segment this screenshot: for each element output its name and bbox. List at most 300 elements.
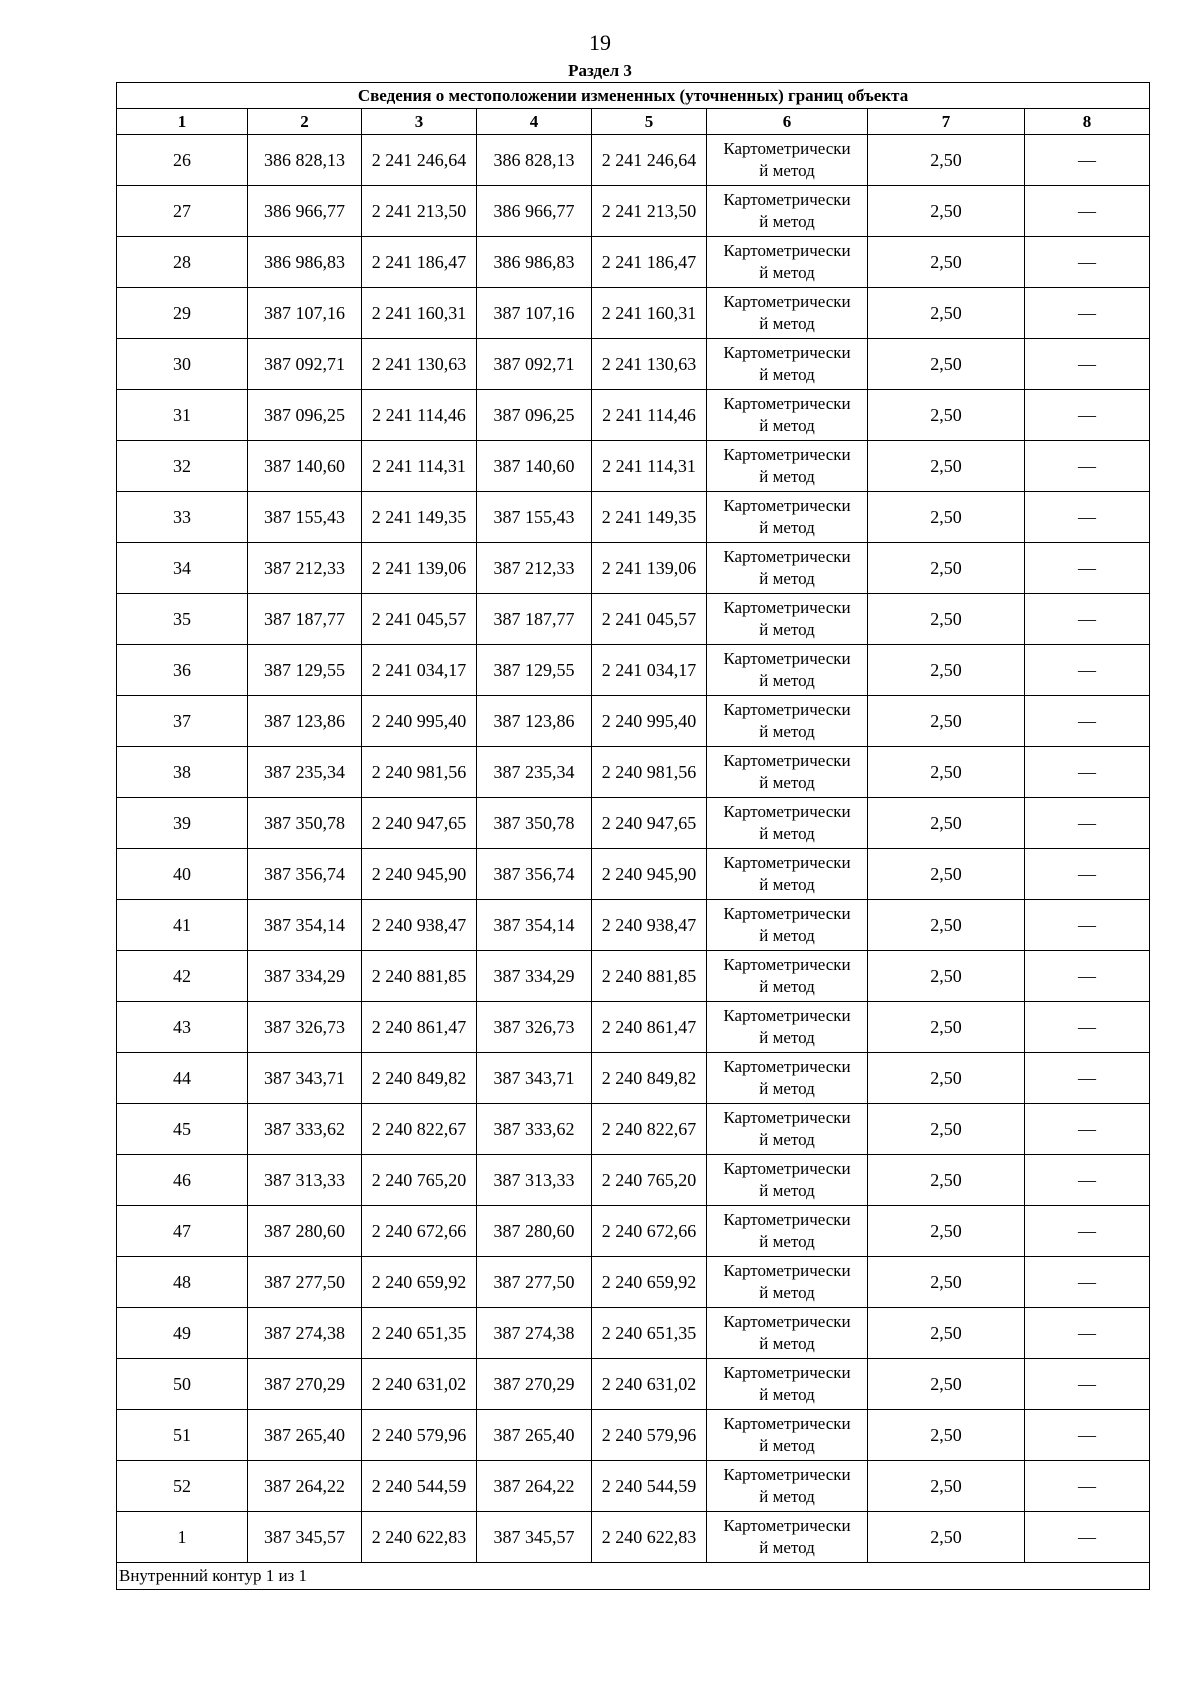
method-cell bbox=[707, 1410, 868, 1461]
accuracy: 2,50 bbox=[868, 237, 1025, 288]
method-cell bbox=[707, 1104, 868, 1155]
description: — bbox=[1025, 1104, 1150, 1155]
y-coordinate: 2 241 114,46 bbox=[362, 390, 477, 441]
description: — bbox=[1025, 1155, 1150, 1206]
method-text-line1: Картометрически bbox=[723, 1465, 851, 1484]
y-coordinate: 2 240 947,65 bbox=[362, 798, 477, 849]
y-coordinate-new: 2 240 651,35 bbox=[592, 1308, 707, 1359]
x-coordinate: 387 129,55 bbox=[248, 645, 362, 696]
y-coordinate: 2 240 659,92 bbox=[362, 1257, 477, 1308]
method-text-line2: й метод bbox=[759, 1028, 815, 1047]
description: — bbox=[1025, 900, 1150, 951]
description: — bbox=[1025, 1461, 1150, 1512]
method-text-line2: й метод bbox=[759, 518, 815, 537]
method-text-line2: й метод bbox=[759, 1232, 815, 1251]
description: — bbox=[1025, 135, 1150, 186]
table-row bbox=[117, 1104, 1150, 1155]
y-coordinate: 2 240 579,96 bbox=[362, 1410, 477, 1461]
method-text-line1: Картометрически bbox=[723, 955, 851, 974]
description: — bbox=[1025, 1359, 1150, 1410]
x-coordinate: 387 264,22 bbox=[248, 1461, 362, 1512]
x-coordinate: 387 212,33 bbox=[248, 543, 362, 594]
y-coordinate-new: 2 240 938,47 bbox=[592, 900, 707, 951]
y-coordinate: 2 240 881,85 bbox=[362, 951, 477, 1002]
accuracy: 2,50 bbox=[868, 288, 1025, 339]
y-coordinate-new: 2 240 947,65 bbox=[592, 798, 707, 849]
point-number: 35 bbox=[117, 594, 248, 645]
accuracy: 2,50 bbox=[868, 900, 1025, 951]
accuracy: 2,50 bbox=[868, 594, 1025, 645]
x-coordinate-new: 387 350,78 bbox=[477, 798, 592, 849]
x-coordinate-new: 387 270,29 bbox=[477, 1359, 592, 1410]
y-coordinate: 2 241 160,31 bbox=[362, 288, 477, 339]
x-coordinate: 387 140,60 bbox=[248, 441, 362, 492]
y-coordinate-new: 2 240 672,66 bbox=[592, 1206, 707, 1257]
accuracy: 2,50 bbox=[868, 696, 1025, 747]
description: — bbox=[1025, 339, 1150, 390]
y-coordinate-new: 2 241 160,31 bbox=[592, 288, 707, 339]
y-coordinate: 2 241 246,64 bbox=[362, 135, 477, 186]
method-text-line1: Картометрически bbox=[723, 700, 851, 719]
column-number: 5 bbox=[592, 109, 707, 135]
x-coordinate-new: 387 354,14 bbox=[477, 900, 592, 951]
method-cell bbox=[707, 696, 868, 747]
y-coordinate-new: 2 241 045,57 bbox=[592, 594, 707, 645]
point-number: 44 bbox=[117, 1053, 248, 1104]
table-row bbox=[117, 186, 1150, 237]
point-number: 46 bbox=[117, 1155, 248, 1206]
y-coordinate-new: 2 240 579,96 bbox=[592, 1410, 707, 1461]
description: — bbox=[1025, 1308, 1150, 1359]
method-cell bbox=[707, 135, 868, 186]
y-coordinate-new: 2 241 130,63 bbox=[592, 339, 707, 390]
description: — bbox=[1025, 594, 1150, 645]
description: — bbox=[1025, 186, 1150, 237]
point-number: 30 bbox=[117, 339, 248, 390]
x-coordinate: 387 354,14 bbox=[248, 900, 362, 951]
point-number: 41 bbox=[117, 900, 248, 951]
description: — bbox=[1025, 1410, 1150, 1461]
accuracy: 2,50 bbox=[868, 798, 1025, 849]
x-coordinate: 387 333,62 bbox=[248, 1104, 362, 1155]
description: — bbox=[1025, 543, 1150, 594]
y-coordinate-new: 2 240 659,92 bbox=[592, 1257, 707, 1308]
method-text-line1: Картометрически bbox=[723, 1312, 851, 1331]
x-coordinate-new: 387 343,71 bbox=[477, 1053, 592, 1104]
y-coordinate: 2 241 186,47 bbox=[362, 237, 477, 288]
method-text-line1: Картометрически bbox=[723, 1516, 851, 1535]
table-row bbox=[117, 696, 1150, 747]
accuracy: 2,50 bbox=[868, 186, 1025, 237]
accuracy: 2,50 bbox=[868, 135, 1025, 186]
table-row bbox=[117, 1206, 1150, 1257]
y-coordinate-new: 2 241 186,47 bbox=[592, 237, 707, 288]
x-coordinate-new: 387 333,62 bbox=[477, 1104, 592, 1155]
method-text-line2: й метод bbox=[759, 977, 815, 996]
point-number: 47 bbox=[117, 1206, 248, 1257]
y-coordinate: 2 240 849,82 bbox=[362, 1053, 477, 1104]
y-coordinate-new: 2 240 622,83 bbox=[592, 1512, 707, 1563]
method-text-line1: Картометрически bbox=[723, 1159, 851, 1178]
method-text-line2: й метод bbox=[759, 824, 815, 843]
method-text-line1: Картометрически bbox=[723, 1057, 851, 1076]
method-cell bbox=[707, 1206, 868, 1257]
y-coordinate: 2 241 139,06 bbox=[362, 543, 477, 594]
x-coordinate-new: 386 986,83 bbox=[477, 237, 592, 288]
method-text-line1: Картометрически bbox=[723, 292, 851, 311]
y-coordinate-new: 2 240 981,56 bbox=[592, 747, 707, 798]
y-coordinate: 2 240 938,47 bbox=[362, 900, 477, 951]
method-cell bbox=[707, 441, 868, 492]
method-text-line2: й метод bbox=[759, 620, 815, 639]
method-text-line2: й метод bbox=[759, 722, 815, 741]
method-text-line1: Картометрически bbox=[723, 241, 851, 260]
x-coordinate-new: 387 096,25 bbox=[477, 390, 592, 441]
accuracy: 2,50 bbox=[868, 849, 1025, 900]
x-coordinate-new: 387 155,43 bbox=[477, 492, 592, 543]
method-text-line1: Картометрически bbox=[723, 649, 851, 668]
column-number: 7 bbox=[868, 109, 1025, 135]
point-number: 34 bbox=[117, 543, 248, 594]
method-cell bbox=[707, 849, 868, 900]
description: — bbox=[1025, 1512, 1150, 1563]
method-text-line1: Картометрически bbox=[723, 1108, 851, 1127]
table-row bbox=[117, 1257, 1150, 1308]
column-number: 6 bbox=[707, 109, 868, 135]
y-coordinate-new: 2 241 246,64 bbox=[592, 135, 707, 186]
x-coordinate: 387 345,57 bbox=[248, 1512, 362, 1563]
point-number: 31 bbox=[117, 390, 248, 441]
point-number: 43 bbox=[117, 1002, 248, 1053]
y-coordinate-new: 2 240 861,47 bbox=[592, 1002, 707, 1053]
column-number: 3 bbox=[362, 109, 477, 135]
accuracy: 2,50 bbox=[868, 1410, 1025, 1461]
accuracy: 2,50 bbox=[868, 390, 1025, 441]
method-cell bbox=[707, 900, 868, 951]
x-coordinate-new: 387 326,73 bbox=[477, 1002, 592, 1053]
x-coordinate-new: 387 280,60 bbox=[477, 1206, 592, 1257]
table-row bbox=[117, 1308, 1150, 1359]
method-text-line2: й метод bbox=[759, 416, 815, 435]
method-text-line1: Картометрически bbox=[723, 445, 851, 464]
y-coordinate: 2 241 149,35 bbox=[362, 492, 477, 543]
description: — bbox=[1025, 390, 1150, 441]
table-row bbox=[117, 594, 1150, 645]
table-row bbox=[117, 1461, 1150, 1512]
y-coordinate: 2 240 544,59 bbox=[362, 1461, 477, 1512]
method-text-line2: й метод bbox=[759, 1079, 815, 1098]
method-cell bbox=[707, 543, 868, 594]
x-coordinate: 387 280,60 bbox=[248, 1206, 362, 1257]
description: — bbox=[1025, 288, 1150, 339]
method-text-line2: й метод bbox=[759, 212, 815, 231]
point-number: 40 bbox=[117, 849, 248, 900]
table-row bbox=[117, 900, 1150, 951]
accuracy: 2,50 bbox=[868, 1155, 1025, 1206]
point-number: 26 bbox=[117, 135, 248, 186]
x-coordinate: 387 235,34 bbox=[248, 747, 362, 798]
point-number: 1 bbox=[117, 1512, 248, 1563]
point-number: 50 bbox=[117, 1359, 248, 1410]
method-text-line1: Картометрически bbox=[723, 343, 851, 362]
method-text-line1: Картометрически bbox=[723, 802, 851, 821]
method-cell bbox=[707, 1053, 868, 1104]
x-coordinate-new: 386 828,13 bbox=[477, 135, 592, 186]
description: — bbox=[1025, 798, 1150, 849]
description: — bbox=[1025, 1053, 1150, 1104]
point-number: 49 bbox=[117, 1308, 248, 1359]
y-coordinate: 2 241 034,17 bbox=[362, 645, 477, 696]
description: — bbox=[1025, 645, 1150, 696]
x-coordinate-new: 387 356,74 bbox=[477, 849, 592, 900]
table-row bbox=[117, 135, 1150, 186]
x-coordinate-new: 386 966,77 bbox=[477, 186, 592, 237]
x-coordinate: 387 277,50 bbox=[248, 1257, 362, 1308]
table-row bbox=[117, 951, 1150, 1002]
accuracy: 2,50 bbox=[868, 1512, 1025, 1563]
column-number-row bbox=[117, 109, 1150, 135]
x-coordinate: 387 155,43 bbox=[248, 492, 362, 543]
point-number: 51 bbox=[117, 1410, 248, 1461]
method-text-line1: Картометрически bbox=[723, 1006, 851, 1025]
method-cell bbox=[707, 288, 868, 339]
method-text-line2: й метод bbox=[759, 314, 815, 333]
x-coordinate-new: 387 140,60 bbox=[477, 441, 592, 492]
x-coordinate: 387 343,71 bbox=[248, 1053, 362, 1104]
point-number: 52 bbox=[117, 1461, 248, 1512]
description: — bbox=[1025, 1257, 1150, 1308]
accuracy: 2,50 bbox=[868, 747, 1025, 798]
x-coordinate: 387 350,78 bbox=[248, 798, 362, 849]
y-coordinate-new: 2 240 631,02 bbox=[592, 1359, 707, 1410]
y-coordinate-new: 2 240 945,90 bbox=[592, 849, 707, 900]
method-cell bbox=[707, 1308, 868, 1359]
method-text-line2: й метод bbox=[759, 1538, 815, 1557]
y-coordinate: 2 240 945,90 bbox=[362, 849, 477, 900]
method-text-line1: Картометрически bbox=[723, 904, 851, 923]
description: — bbox=[1025, 951, 1150, 1002]
y-coordinate-new: 2 240 849,82 bbox=[592, 1053, 707, 1104]
method-text-line2: й метод bbox=[759, 161, 815, 180]
y-coordinate-new: 2 240 822,67 bbox=[592, 1104, 707, 1155]
description: — bbox=[1025, 237, 1150, 288]
method-cell bbox=[707, 237, 868, 288]
y-coordinate: 2 241 213,50 bbox=[362, 186, 477, 237]
x-coordinate: 386 828,13 bbox=[248, 135, 362, 186]
method-text-line2: й метод bbox=[759, 365, 815, 384]
y-coordinate: 2 240 622,83 bbox=[362, 1512, 477, 1563]
y-coordinate-new: 2 241 114,46 bbox=[592, 390, 707, 441]
method-text-line1: Картометрически bbox=[723, 598, 851, 617]
x-coordinate: 387 270,29 bbox=[248, 1359, 362, 1410]
method-text-line1: Картометрически bbox=[723, 547, 851, 566]
method-cell bbox=[707, 339, 868, 390]
x-coordinate: 387 334,29 bbox=[248, 951, 362, 1002]
page-number: 19 bbox=[589, 30, 611, 55]
y-coordinate-new: 2 241 139,06 bbox=[592, 543, 707, 594]
table-row bbox=[117, 849, 1150, 900]
table-row bbox=[117, 237, 1150, 288]
x-coordinate: 387 096,25 bbox=[248, 390, 362, 441]
method-text-line1: Картометрически bbox=[723, 853, 851, 872]
method-cell bbox=[707, 798, 868, 849]
method-cell bbox=[707, 594, 868, 645]
x-coordinate: 387 187,77 bbox=[248, 594, 362, 645]
accuracy: 2,50 bbox=[868, 1104, 1025, 1155]
point-number: 29 bbox=[117, 288, 248, 339]
method-cell bbox=[707, 1257, 868, 1308]
method-cell bbox=[707, 1512, 868, 1563]
method-cell bbox=[707, 1155, 868, 1206]
method-cell bbox=[707, 186, 868, 237]
x-coordinate-new: 387 107,16 bbox=[477, 288, 592, 339]
table-row bbox=[117, 1359, 1150, 1410]
column-number: 4 bbox=[477, 109, 592, 135]
description: — bbox=[1025, 696, 1150, 747]
description: — bbox=[1025, 492, 1150, 543]
x-coordinate-new: 387 334,29 bbox=[477, 951, 592, 1002]
description: — bbox=[1025, 849, 1150, 900]
method-text-line2: й метод bbox=[759, 1181, 815, 1200]
method-cell bbox=[707, 492, 868, 543]
table-row bbox=[117, 1155, 1150, 1206]
point-number: 28 bbox=[117, 237, 248, 288]
table-row bbox=[117, 288, 1150, 339]
x-coordinate: 386 966,77 bbox=[248, 186, 362, 237]
table-row bbox=[117, 747, 1150, 798]
method-text-line1: Картометрически bbox=[723, 1210, 851, 1229]
table-row bbox=[117, 798, 1150, 849]
y-coordinate: 2 240 981,56 bbox=[362, 747, 477, 798]
method-text-line1: Картометрически bbox=[723, 190, 851, 209]
method-text-line1: Картометрически bbox=[723, 496, 851, 515]
method-text-line2: й метод bbox=[759, 569, 815, 588]
accuracy: 2,50 bbox=[868, 339, 1025, 390]
table-caption: Сведения о местоположении измененных (уточненных) границ объекта bbox=[117, 83, 1150, 109]
point-number: 38 bbox=[117, 747, 248, 798]
accuracy: 2,50 bbox=[868, 951, 1025, 1002]
y-coordinate: 2 240 672,66 bbox=[362, 1206, 477, 1257]
table-row bbox=[117, 1053, 1150, 1104]
method-text-line2: й метод bbox=[759, 1487, 815, 1506]
y-coordinate: 2 241 130,63 bbox=[362, 339, 477, 390]
y-coordinate: 2 240 631,02 bbox=[362, 1359, 477, 1410]
x-coordinate-new: 387 187,77 bbox=[477, 594, 592, 645]
method-text-line1: Картометрически bbox=[723, 139, 851, 158]
y-coordinate-new: 2 241 034,17 bbox=[592, 645, 707, 696]
x-coordinate: 387 107,16 bbox=[248, 288, 362, 339]
description: — bbox=[1025, 1206, 1150, 1257]
accuracy: 2,50 bbox=[868, 645, 1025, 696]
point-number: 39 bbox=[117, 798, 248, 849]
accuracy: 2,50 bbox=[868, 1206, 1025, 1257]
table-row bbox=[117, 492, 1150, 543]
description: — bbox=[1025, 441, 1150, 492]
method-cell bbox=[707, 645, 868, 696]
y-coordinate-new: 2 240 544,59 bbox=[592, 1461, 707, 1512]
table-row bbox=[117, 441, 1150, 492]
table-row bbox=[117, 1410, 1150, 1461]
x-coordinate: 387 092,71 bbox=[248, 339, 362, 390]
x-coordinate: 387 265,40 bbox=[248, 1410, 362, 1461]
x-coordinate-new: 387 264,22 bbox=[477, 1461, 592, 1512]
point-number: 45 bbox=[117, 1104, 248, 1155]
y-coordinate-new: 2 240 765,20 bbox=[592, 1155, 707, 1206]
x-coordinate-new: 387 129,55 bbox=[477, 645, 592, 696]
method-text-line1: Картометрически bbox=[723, 751, 851, 770]
x-coordinate-new: 387 274,38 bbox=[477, 1308, 592, 1359]
method-text-line2: й метод bbox=[759, 1385, 815, 1404]
y-coordinate: 2 240 822,67 bbox=[362, 1104, 477, 1155]
y-coordinate: 2 241 045,57 bbox=[362, 594, 477, 645]
point-number: 27 bbox=[117, 186, 248, 237]
method-cell bbox=[707, 1461, 868, 1512]
table-row bbox=[117, 339, 1150, 390]
description: — bbox=[1025, 747, 1150, 798]
accuracy: 2,50 bbox=[868, 1461, 1025, 1512]
y-coordinate-new: 2 241 213,50 bbox=[592, 186, 707, 237]
description: — bbox=[1025, 1002, 1150, 1053]
y-coordinate: 2 240 765,20 bbox=[362, 1155, 477, 1206]
table-row bbox=[117, 1512, 1150, 1563]
method-text-line2: й метод bbox=[759, 875, 815, 894]
accuracy: 2,50 bbox=[868, 492, 1025, 543]
method-text-line2: й метод bbox=[759, 263, 815, 282]
x-coordinate-new: 387 345,57 bbox=[477, 1512, 592, 1563]
x-coordinate: 387 274,38 bbox=[248, 1308, 362, 1359]
y-coordinate: 2 240 995,40 bbox=[362, 696, 477, 747]
x-coordinate: 387 123,86 bbox=[248, 696, 362, 747]
point-number: 32 bbox=[117, 441, 248, 492]
section-title: Раздел 3 bbox=[568, 61, 632, 80]
table-footer: Внутренний контур 1 из 1 bbox=[117, 1563, 1150, 1590]
method-text-line2: й метод bbox=[759, 671, 815, 690]
method-text-line2: й метод bbox=[759, 773, 815, 792]
x-coordinate-new: 387 277,50 bbox=[477, 1257, 592, 1308]
point-number: 48 bbox=[117, 1257, 248, 1308]
y-coordinate: 2 241 114,31 bbox=[362, 441, 477, 492]
x-coordinate-new: 387 092,71 bbox=[477, 339, 592, 390]
method-text-line2: й метод bbox=[759, 467, 815, 486]
x-coordinate-new: 387 212,33 bbox=[477, 543, 592, 594]
method-text-line1: Картометрически bbox=[723, 1414, 851, 1433]
x-coordinate-new: 387 123,86 bbox=[477, 696, 592, 747]
column-number: 2 bbox=[248, 109, 362, 135]
method-text-line1: Картометрически bbox=[723, 1363, 851, 1382]
x-coordinate: 387 356,74 bbox=[248, 849, 362, 900]
x-coordinate-new: 387 313,33 bbox=[477, 1155, 592, 1206]
method-cell bbox=[707, 951, 868, 1002]
method-text-line2: й метод bbox=[759, 1436, 815, 1455]
y-coordinate: 2 240 861,47 bbox=[362, 1002, 477, 1053]
y-coordinate-new: 2 241 149,35 bbox=[592, 492, 707, 543]
method-cell bbox=[707, 1359, 868, 1410]
point-number: 33 bbox=[117, 492, 248, 543]
accuracy: 2,50 bbox=[868, 543, 1025, 594]
accuracy: 2,50 bbox=[868, 1257, 1025, 1308]
x-coordinate: 386 986,83 bbox=[248, 237, 362, 288]
y-coordinate: 2 240 651,35 bbox=[362, 1308, 477, 1359]
method-cell bbox=[707, 1002, 868, 1053]
accuracy: 2,50 bbox=[868, 1053, 1025, 1104]
x-coordinate-new: 387 235,34 bbox=[477, 747, 592, 798]
column-number: 1 bbox=[117, 109, 248, 135]
y-coordinate-new: 2 241 114,31 bbox=[592, 441, 707, 492]
accuracy: 2,50 bbox=[868, 441, 1025, 492]
method-cell bbox=[707, 747, 868, 798]
method-text-line2: й метод bbox=[759, 1334, 815, 1353]
column-number: 8 bbox=[1025, 109, 1150, 135]
